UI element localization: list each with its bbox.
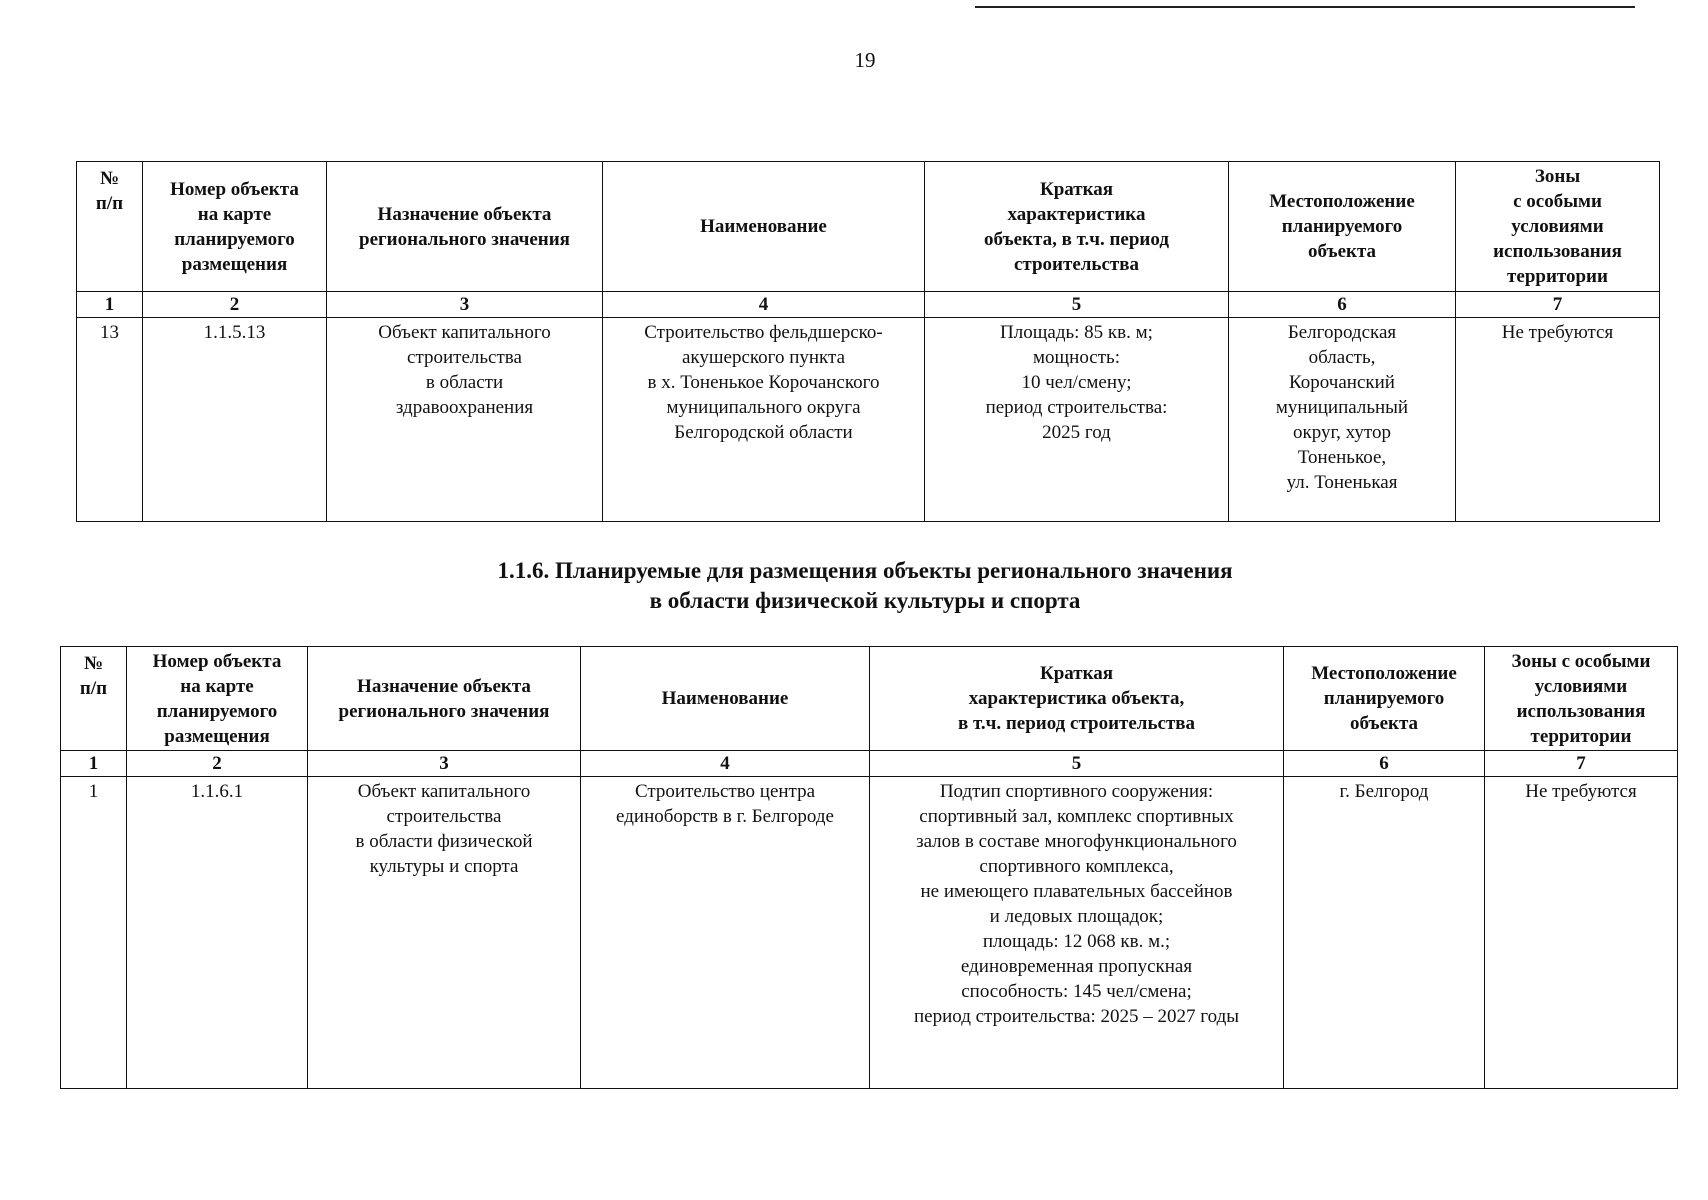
header-characteristics: Краткая характеристика объекта, в т.ч. период строительства xyxy=(925,162,1229,292)
cell-characteristics: Подтип спортивного сооружения: спортивный зал, комплекс спортивных залов в составе многофункционального спортивного комплекса, не имеющего плавательных бассейнов и ледовых площадок; площадь: 12 068 кв. м.; единовременная пропускная способность: 145 чел/смена; период строительства: 2025 – 2027 годы xyxy=(870,777,1284,1089)
column-number: 3 xyxy=(308,751,581,777)
section-title xyxy=(0,556,1708,616)
cell-purpose: Объект капитального строительства в области физической культуры и спорта xyxy=(308,777,581,1089)
cell-purpose: Объект капитального строительства в области здравоохранения xyxy=(327,318,603,522)
section-title-line-1: 1.1.6. Планируемые для размещения объекты регионального значения xyxy=(497,558,1233,583)
header-map-number: Номер объекта на карте планируемого размещения xyxy=(143,162,327,292)
cell-index: 13 xyxy=(77,318,143,522)
header-zones: Зоны с особыми условиями использования территории xyxy=(1485,647,1678,751)
cell-map-number: 1.1.6.1 xyxy=(127,777,308,1089)
page-number: 19 xyxy=(854,48,876,72)
column-number-row xyxy=(61,751,1678,777)
header-name: Наименование xyxy=(603,162,925,292)
cell-map-number: 1.1.5.13 xyxy=(143,318,327,522)
header-characteristics: Краткая характеристика объекта, в т.ч. период строительства xyxy=(870,647,1284,751)
table-header-row xyxy=(61,647,1678,751)
header-location: Местоположение планируемого объекта xyxy=(1229,162,1456,292)
column-number: 3 xyxy=(327,292,603,318)
column-number: 5 xyxy=(870,751,1284,777)
cell-location: г. Белгород xyxy=(1284,777,1485,1089)
cell-name: Строительство центра единоборств в г. Белгороде xyxy=(581,777,870,1089)
table-row xyxy=(61,777,1678,1089)
header-purpose: Назначение объекта регионального значения xyxy=(308,647,581,751)
header-zones: Зоны с особыми условиями использования территории xyxy=(1456,162,1660,292)
column-number: 2 xyxy=(127,751,308,777)
top-rule xyxy=(975,6,1635,8)
column-number: 4 xyxy=(581,751,870,777)
cell-characteristics: Площадь: 85 кв. м; мощность: 10 чел/смену; период строительства: 2025 год xyxy=(925,318,1229,522)
table-sport-objects xyxy=(60,646,1678,1089)
column-number: 1 xyxy=(77,292,143,318)
cell-zones: Не требуются xyxy=(1456,318,1660,522)
cell-name: Строительство фельдшерско- акушерского пункта в х. Тоненькое Корочанского муниципального округа Белгородской области xyxy=(603,318,925,522)
header-purpose: Назначение объекта регионального значения xyxy=(327,162,603,292)
cell-location: Белгородская область, Корочанский муниципальный округ, хутор Тоненькое, ул. Тоненькая xyxy=(1229,318,1456,522)
header-name: Наименование xyxy=(581,647,870,751)
cell-zones: Не требуются xyxy=(1485,777,1678,1089)
header-location: Местоположение планируемого объекта xyxy=(1284,647,1485,751)
header-index: № п/п xyxy=(61,647,127,751)
header-map-number: Номер объекта на карте планируемого размещения xyxy=(127,647,308,751)
cell-index: 1 xyxy=(61,777,127,1089)
column-number: 1 xyxy=(61,751,127,777)
header-index: № п/п xyxy=(77,162,143,292)
section-title-line-2: в области физической культуры и спорта xyxy=(649,588,1081,613)
table-row xyxy=(77,318,1660,522)
table-header-row xyxy=(77,162,1660,292)
column-number: 7 xyxy=(1485,751,1678,777)
column-number-row xyxy=(77,292,1660,318)
column-number: 7 xyxy=(1456,292,1660,318)
column-number: 4 xyxy=(603,292,925,318)
column-number: 2 xyxy=(143,292,327,318)
column-number: 5 xyxy=(925,292,1229,318)
column-number: 6 xyxy=(1284,751,1485,777)
table-healthcare-objects xyxy=(76,161,1660,522)
column-number: 6 xyxy=(1229,292,1456,318)
